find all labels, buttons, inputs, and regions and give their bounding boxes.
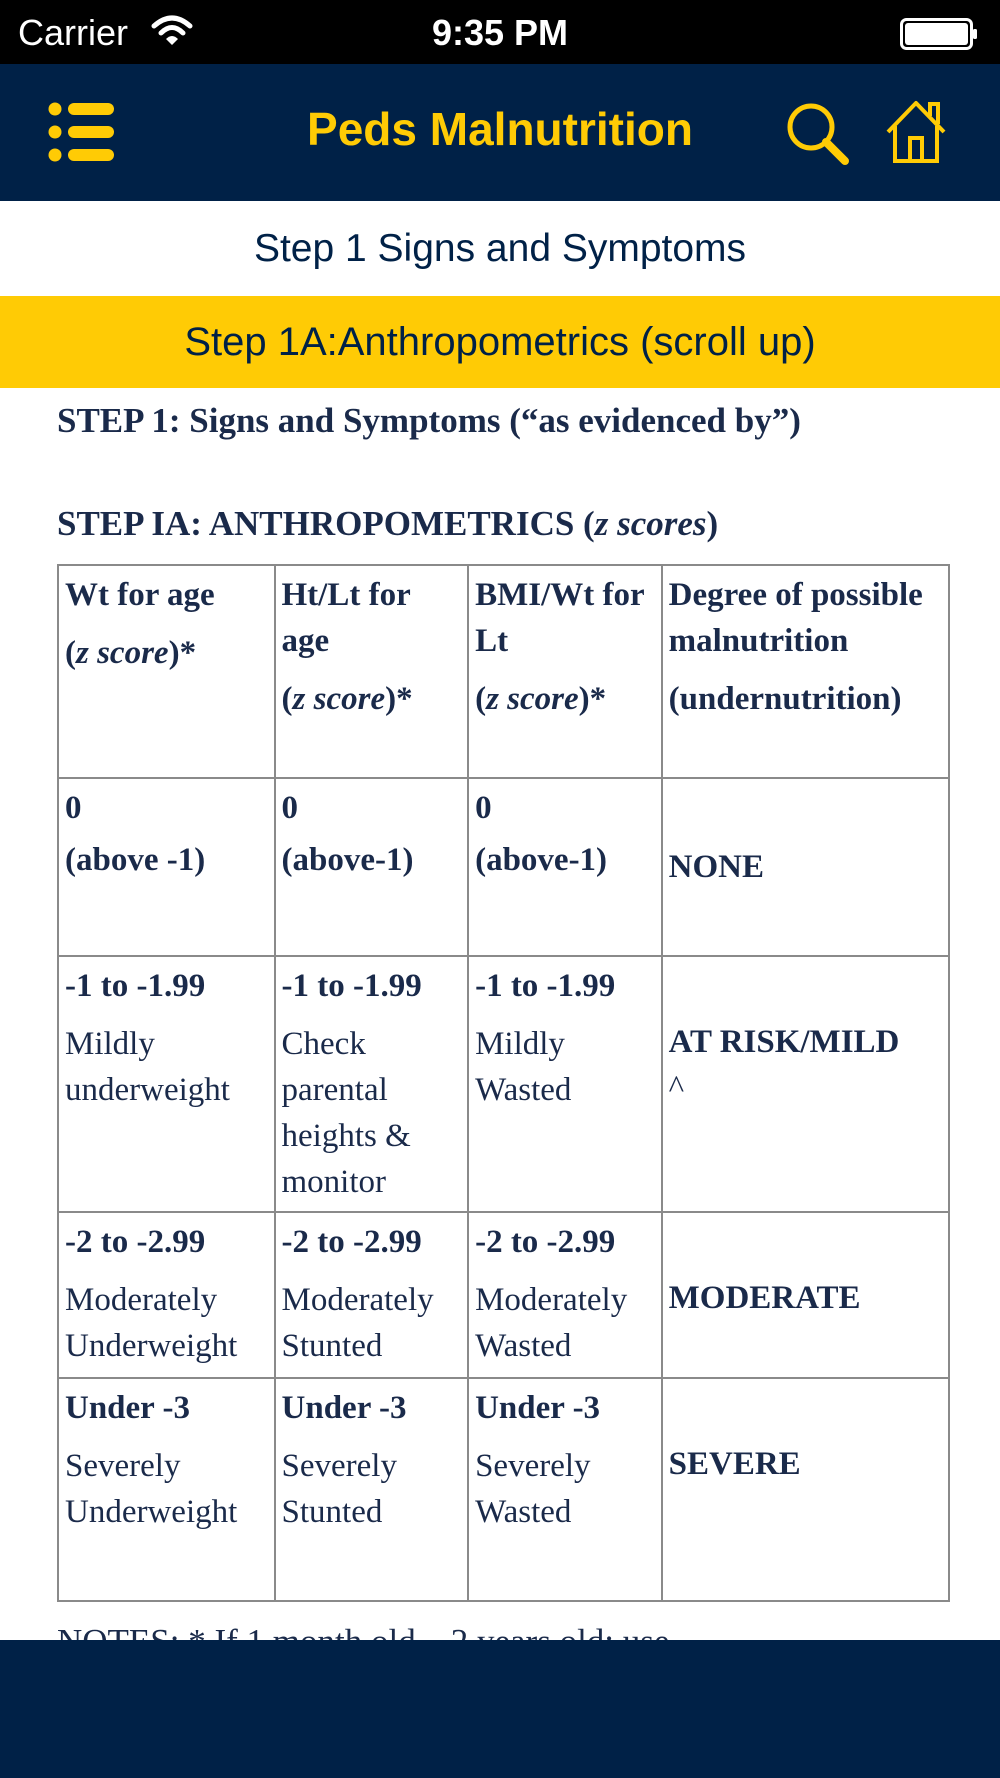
doc-heading-step1: STEP 1: Signs and Symptoms (“as evidenced by”) (57, 401, 801, 440)
table-cell (275, 778, 469, 956)
doc-heading-step1a (57, 504, 718, 544)
zscore-range: -1 to -1.99 (475, 968, 616, 1004)
header-cell (275, 565, 469, 778)
zscore-range: Under -3 (281, 1390, 407, 1426)
table-cell (468, 956, 662, 1212)
degree-label: SEVERE (668, 1446, 801, 1482)
step-title: Step 1 Signs and Symptoms (0, 201, 1000, 296)
zscore-suffix: )* (168, 635, 197, 671)
table-header-row (58, 565, 949, 778)
heading2-end: ) (706, 504, 719, 543)
header-title: BMI/Wt for Lt (475, 577, 645, 659)
cell-desc: (above -1) (65, 842, 206, 878)
cell-desc: Mildly underweight (65, 1026, 230, 1108)
substep-banner[interactable]: Step 1A:Anthropometrics (scroll up) (0, 296, 1000, 388)
app-title: Peds Malnutrition (307, 103, 693, 155)
cell-desc: Moderately Stunted (281, 1282, 434, 1364)
zscore-range: -1 to -1.99 (281, 968, 422, 1004)
table-cell (468, 778, 662, 956)
header-cell (662, 565, 949, 778)
degree-cell (662, 956, 949, 1212)
bottom-toolbar (0, 1640, 1000, 1778)
header-zscore: (z score)* (475, 681, 607, 717)
cell-desc: (above-1) (475, 842, 608, 878)
zscore-suffix: )* (578, 681, 607, 717)
header-cell (468, 565, 662, 778)
search-icon[interactable] (784, 100, 850, 166)
header-cell (58, 565, 275, 778)
degree-cell (662, 778, 949, 956)
degree-cell (662, 1212, 949, 1378)
document-viewer[interactable] (0, 388, 1000, 1640)
zscore-range: -2 to -2.99 (281, 1224, 422, 1260)
zscore-range: -2 to -2.99 (475, 1224, 616, 1260)
heading2-italic: z scores (594, 504, 707, 543)
table-row (58, 1378, 949, 1601)
table-cell (468, 1378, 662, 1601)
table-cell (275, 1212, 469, 1378)
zscore-italic: z score (292, 681, 386, 717)
zscore-range: Under -3 (65, 1390, 190, 1426)
cell-desc: Moderately Underweight (65, 1282, 238, 1364)
nav-bar (0, 64, 1000, 201)
cell-desc: Check parental heights & monitor (281, 1026, 411, 1200)
cell-desc: Moderately Wasted (475, 1282, 628, 1364)
table-row (58, 1212, 949, 1378)
degree-label: NONE (668, 849, 764, 885)
status-time: 9:35 PM (431, 12, 569, 53)
table-row (58, 778, 949, 956)
degree-label: MODERATE (668, 1280, 861, 1316)
degree-cell (662, 1378, 949, 1601)
degree-label: AT RISK/MILD (668, 1024, 900, 1060)
zscore-italic: z score (76, 635, 169, 671)
degree-note: ^ (668, 1070, 685, 1106)
table-cell (275, 1378, 469, 1601)
header-zscore: (z score)* (281, 681, 413, 717)
zscore-range: 0 (475, 790, 492, 826)
anthropometrics-table (57, 564, 950, 1602)
header-title: Degree of possible malnutrition (668, 577, 923, 659)
header-zscore: (z score)* (65, 635, 197, 671)
table-cell (58, 956, 275, 1212)
battery-icon (900, 18, 978, 50)
table-cell (58, 778, 275, 956)
heading2-main: STEP IA: ANTHROPOMETRICS ( (57, 504, 595, 543)
home-icon[interactable] (884, 98, 948, 164)
status-bar (0, 0, 1000, 64)
zscore-range: -1 to -1.99 (65, 968, 206, 1004)
carrier-label: Carrier (18, 12, 129, 53)
cell-desc: Severely Wasted (475, 1448, 591, 1530)
header-subtitle: (undernutrition) (668, 681, 902, 717)
zscore-italic: z score (486, 681, 579, 717)
header-title: Wt for age (65, 577, 215, 613)
cell-desc: (above-1) (281, 842, 414, 878)
zscore-range: -2 to -2.99 (65, 1224, 206, 1260)
zscore-range: 0 (281, 790, 299, 826)
zscore-suffix: )* (385, 681, 413, 717)
table-cell (58, 1212, 275, 1378)
table-cell (468, 1212, 662, 1378)
cell-desc: Severely Stunted (281, 1448, 397, 1530)
table-row (58, 956, 949, 1212)
header-title: Ht/Lt for age (281, 577, 411, 659)
zscore-range: Under -3 (475, 1390, 601, 1426)
cell-desc: Severely Underweight (65, 1448, 238, 1530)
table-cell (275, 956, 469, 1212)
table-cell (58, 1378, 275, 1601)
cell-desc: Mildly Wasted (475, 1026, 572, 1108)
zscore-range: 0 (65, 790, 82, 826)
